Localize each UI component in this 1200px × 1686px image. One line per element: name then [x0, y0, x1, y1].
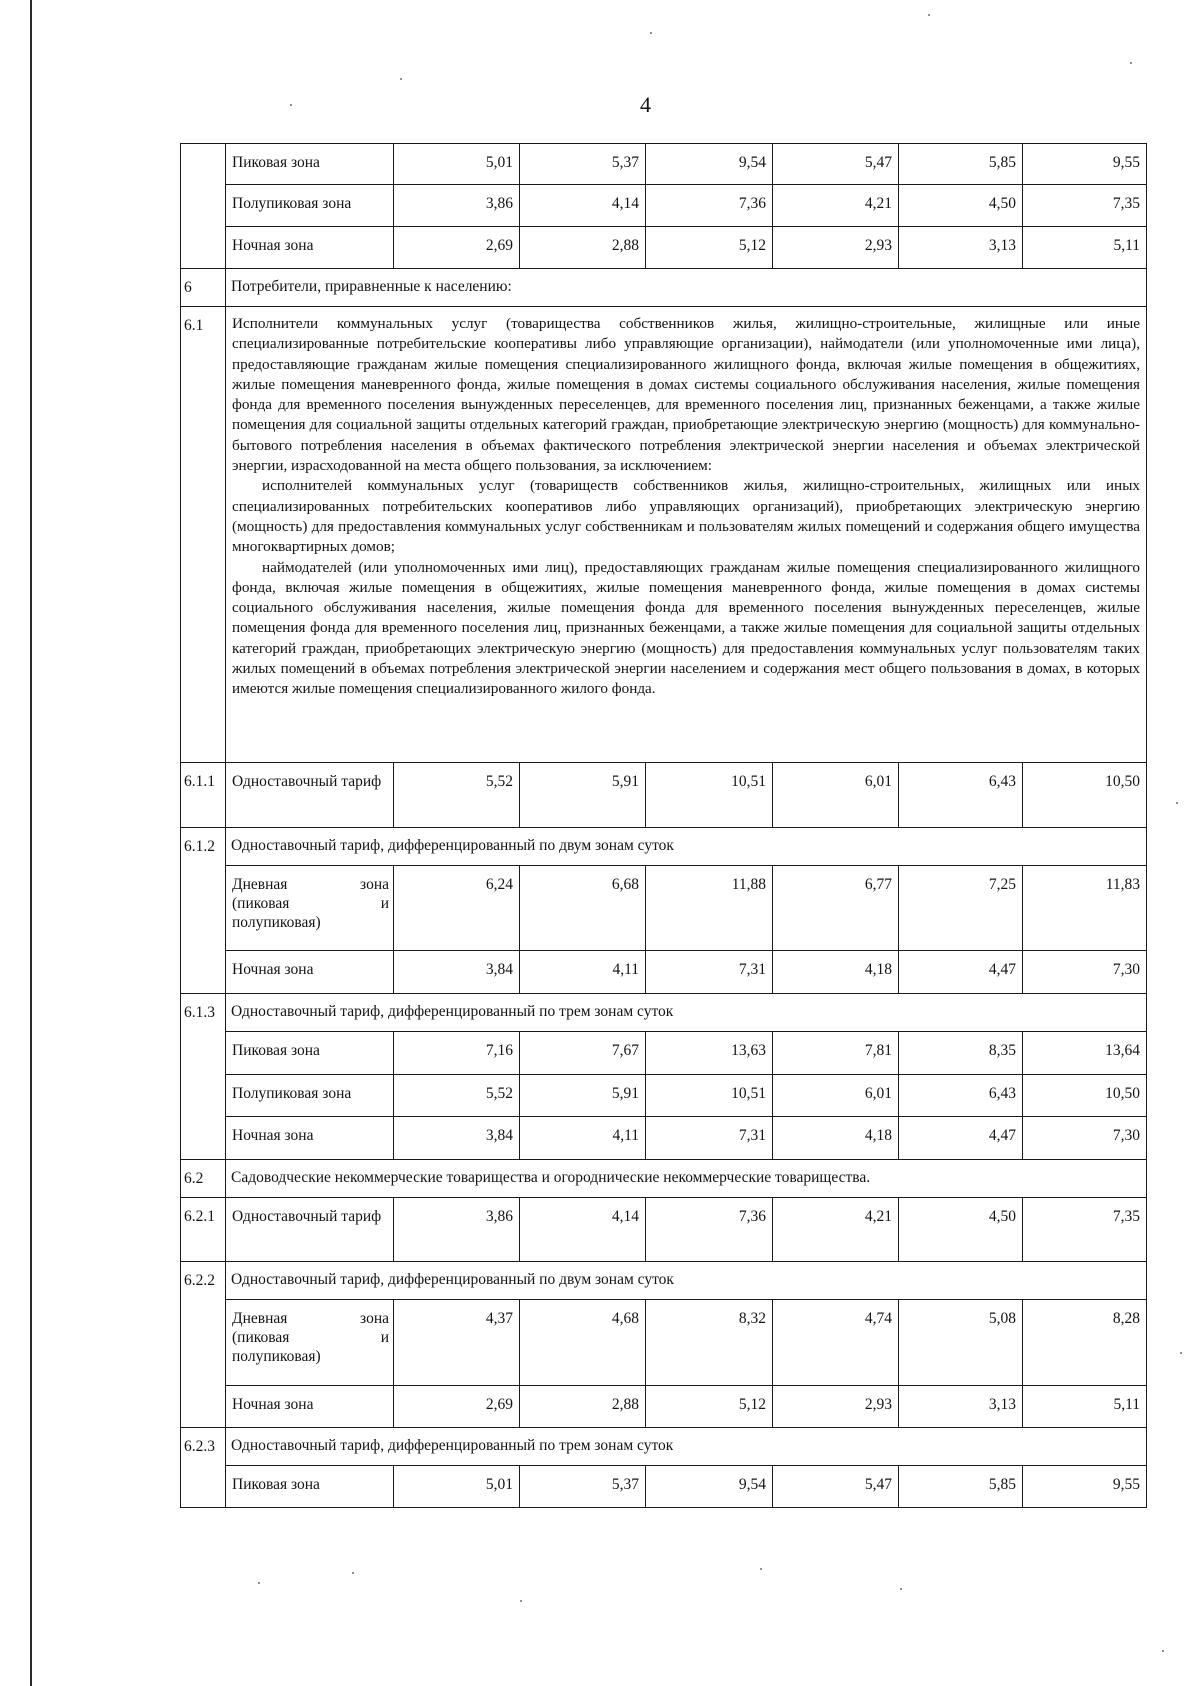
scan-speck — [1162, 1650, 1164, 1652]
zone-label-line: (пиковая и — [232, 895, 389, 912]
tariff-value: 8,28 — [1023, 1300, 1147, 1386]
tariff-label: Одноставочный тариф — [226, 1198, 394, 1262]
zone-label: Пиковая зона — [226, 144, 394, 185]
tariff-value: 10,51 — [646, 1075, 773, 1117]
section-row-6-1-2 — [181, 828, 1147, 866]
row-number: 6.1.1 — [181, 763, 226, 828]
tariff-value: 7,30 — [1023, 951, 1147, 994]
row-number: 6.2 — [181, 1160, 226, 1198]
row-number: 6.2.2 — [181, 1262, 226, 1428]
tariff-value: 7,36 — [646, 1198, 773, 1262]
section-row-6-2-2 — [181, 1262, 1147, 1300]
tariff-value: 7,67 — [520, 1032, 646, 1075]
table-row-6-1-3-night — [181, 1117, 1147, 1160]
tariff-value: 5,91 — [520, 763, 646, 828]
zone-label: Ночная зона — [226, 951, 394, 994]
row-number: 6.1.3 — [181, 994, 226, 1160]
tariff-value: 3,86 — [394, 185, 520, 227]
scan-speck — [352, 1572, 354, 1574]
binding-edge-line — [30, 0, 32, 1686]
tariff-value: 4,11 — [520, 1117, 646, 1160]
table-row-6-1-3-halfpeak — [181, 1075, 1147, 1117]
tariff-value: 3,13 — [899, 227, 1023, 269]
table-row-6-1-3-peak — [181, 1032, 1147, 1075]
zone-label: Пиковая зона — [226, 1032, 394, 1075]
section-title: Одноставочный тариф, дифференцированный по трем зонам суток — [226, 1428, 1147, 1466]
section-title: Одноставочный тариф, дифференцированный по трем зонам суток — [226, 994, 1147, 1032]
tariff-value: 7,35 — [1023, 185, 1147, 227]
tariff-value: 6,01 — [773, 763, 899, 828]
tariff-value: 6,77 — [773, 866, 899, 951]
scan-speck — [400, 78, 402, 80]
section-title: Одноставочный тариф, дифференцированный по двум зонам суток — [226, 1262, 1147, 1300]
tariff-value: 6,68 — [520, 866, 646, 951]
tariff-value: 4,21 — [773, 185, 899, 227]
tariff-value: 4,18 — [773, 951, 899, 994]
scan-speck — [760, 1568, 762, 1570]
section-row-6 — [181, 269, 1147, 307]
tariff-value: 2,69 — [394, 227, 520, 269]
description-paragraph: Исполнители коммунальных услуг (товарищества собственников жилья, жилищно-строительные, жилищные или иные специализированные потребительские кооперативы либо управляющие организации), наймодатели (или уполномоченные ими лица), предоставляющие гражданам жилые помещения специализированного жилищного фонда, включая жилые помещения в общежитиях, жилые помещения маневренного фонда, жилые помещения в домах системы социального обслуживания населения, жилые помещения фонда для временного поселения вынужденных переселенцев, для временного поселения лиц, признанных беженцами, а также жилые помещения для социальной защиты отдельных категорий граждан, приобретающие электрическую энергию (мощность) для коммунально-бытового потребления населения в объемах фактического потребления электрической энергии населения и объемах электрической энергии, израсходованной на места общего пользования, за исключением: — [232, 315, 1140, 475]
table-row-6-1-2-day — [181, 866, 1147, 951]
tariff-value: 7,31 — [646, 1117, 773, 1160]
tariff-value: 9,55 — [1023, 1466, 1147, 1508]
tariff-value: 9,55 — [1023, 144, 1147, 185]
tariff-value: 2,69 — [394, 1386, 520, 1428]
tariff-value: 5,47 — [773, 144, 899, 185]
section-row-6-2 — [181, 1160, 1147, 1198]
tariff-value: 3,13 — [899, 1386, 1023, 1428]
tariff-value: 4,14 — [520, 1198, 646, 1262]
tariff-value: 4,21 — [773, 1198, 899, 1262]
tariff-value: 2,93 — [773, 227, 899, 269]
zone-label — [226, 866, 394, 951]
scan-speck — [258, 1582, 260, 1584]
tariff-value: 6,01 — [773, 1075, 899, 1117]
table-row-6-2-2-day — [181, 1300, 1147, 1386]
section-title: Потребители, приравненные к населению: — [226, 269, 1147, 307]
section-title: Садоводческие некоммерческие товарищества и огороднические некоммерческие товарищества. — [226, 1160, 1147, 1198]
row-number: 6.1 — [181, 307, 226, 763]
tariff-value: 4,68 — [520, 1300, 646, 1386]
scan-speck — [928, 14, 930, 16]
row-number: 6.1.2 — [181, 828, 226, 994]
scan-speck — [900, 1588, 902, 1590]
tariff-value: 5,85 — [899, 1466, 1023, 1508]
table-row-6-1-2-night — [181, 951, 1147, 994]
tariff-value: 6,43 — [899, 1075, 1023, 1117]
row-number: 6.2.1 — [181, 1198, 226, 1262]
zone-label-line: Дневная зона — [232, 876, 389, 893]
tariff-value: 4,50 — [899, 185, 1023, 227]
tariff-value: 7,16 — [394, 1032, 520, 1075]
table-row-6-2-1 — [181, 1198, 1147, 1262]
tariff-value: 6,24 — [394, 866, 520, 951]
zone-label-line: полупиковая) — [232, 1348, 321, 1365]
tariff-value: 9,54 — [646, 144, 773, 185]
table-row-6-1-1 — [181, 763, 1147, 828]
tariff-value: 7,35 — [1023, 1198, 1147, 1262]
zone-label: Ночная зона — [226, 1386, 394, 1428]
tariff-value: 3,86 — [394, 1198, 520, 1262]
zone-label — [226, 1300, 394, 1386]
tariff-value: 13,63 — [646, 1032, 773, 1075]
tariff-value: 4,37 — [394, 1300, 520, 1386]
zone-label: Полупиковая зона — [226, 1075, 394, 1117]
tariff-value: 4,47 — [899, 951, 1023, 994]
tariff-value: 5,01 — [394, 1466, 520, 1508]
table-row-top-night — [181, 227, 1147, 269]
tariff-value: 5,52 — [394, 1075, 520, 1117]
tariff-value: 9,54 — [646, 1466, 773, 1508]
section-row-6-2-3 — [181, 1428, 1147, 1466]
tariff-value: 5,12 — [646, 1386, 773, 1428]
section-title: Одноставочный тариф, дифференцированный по двум зонам суток — [226, 828, 1147, 866]
scan-speck — [1180, 1352, 1182, 1354]
tariff-value: 2,88 — [520, 227, 646, 269]
tariff-value: 8,32 — [646, 1300, 773, 1386]
section-description — [226, 307, 1147, 763]
tariff-value: 4,74 — [773, 1300, 899, 1386]
tariff-value: 10,51 — [646, 763, 773, 828]
zone-label: Полупиковая зона — [226, 185, 394, 227]
tariff-value: 5,85 — [899, 144, 1023, 185]
tariff-value: 2,93 — [773, 1386, 899, 1428]
section-row-6-1 — [181, 307, 1147, 763]
tariff-label: Одноставочный тариф — [226, 763, 394, 828]
tariff-value: 10,50 — [1023, 763, 1147, 828]
tariff-value: 4,47 — [899, 1117, 1023, 1160]
tariff-value: 5,52 — [394, 763, 520, 828]
table-row-top-peak — [181, 144, 1147, 185]
scan-speck — [290, 104, 292, 106]
zone-label-line: Дневная зона — [232, 1310, 389, 1327]
scan-speck — [650, 32, 652, 34]
tariff-value: 5,91 — [520, 1075, 646, 1117]
row-number: 6.2.3 — [181, 1428, 226, 1508]
section-row-6-1-3 — [181, 994, 1147, 1032]
tariff-value: 13,64 — [1023, 1032, 1147, 1075]
scan-speck — [1176, 802, 1178, 804]
tariff-value: 7,30 — [1023, 1117, 1147, 1160]
tariff-value: 5,11 — [1023, 1386, 1147, 1428]
scan-speck — [1130, 62, 1132, 64]
page-number: 4 — [640, 92, 651, 117]
tariff-value: 4,14 — [520, 185, 646, 227]
zone-label: Ночная зона — [226, 1117, 394, 1160]
tariff-value: 6,43 — [899, 763, 1023, 828]
tariff-value: 3,84 — [394, 951, 520, 994]
row-number-cell-empty — [181, 144, 226, 269]
zone-label: Пиковая зона — [226, 1466, 394, 1508]
tariff-value: 7,81 — [773, 1032, 899, 1075]
zone-label-line: полупиковая) — [232, 914, 321, 931]
description-paragraph: исполнителей коммунальных услуг (товариществ собственников жилья, жилищно-строительных, жилищных или иных специализированных потребительских кооперативов либо управляющих организаций), приобретающих электрическую энергию (мощность) для предоставления коммунальных услуг собственникам и пользователям жилых помещений и содержания общего имущества многоквартирных домов; — [232, 477, 1140, 556]
tariff-value: 11,83 — [1023, 866, 1147, 951]
tariff-value: 4,18 — [773, 1117, 899, 1160]
scan-speck — [520, 1600, 522, 1602]
tariff-value: 7,25 — [899, 866, 1023, 951]
tariff-value: 5,01 — [394, 144, 520, 185]
tariff-value: 10,50 — [1023, 1075, 1147, 1117]
table-row-6-2-3-peak — [181, 1466, 1147, 1508]
tariff-value: 4,50 — [899, 1198, 1023, 1262]
tariff-value: 3,84 — [394, 1117, 520, 1160]
tariff-value: 8,35 — [899, 1032, 1023, 1075]
tariff-value: 5,11 — [1023, 227, 1147, 269]
tariff-value: 5,37 — [520, 1466, 646, 1508]
table-row-6-2-2-night — [181, 1386, 1147, 1428]
tariff-value: 2,88 — [520, 1386, 646, 1428]
tariff-value: 5,12 — [646, 227, 773, 269]
tariff-value: 7,31 — [646, 951, 773, 994]
tariff-value: 11,88 — [646, 866, 773, 951]
row-number: 6 — [181, 269, 226, 307]
tariff-value: 4,11 — [520, 951, 646, 994]
tariff-value: 7,36 — [646, 185, 773, 227]
table-row-top-halfpeak — [181, 185, 1147, 227]
zone-label: Ночная зона — [226, 227, 394, 269]
tariff-value: 5,08 — [899, 1300, 1023, 1386]
tariff-table — [180, 143, 1147, 1508]
description-paragraph: наймодателей (или уполномоченных ими лиц), предоставляющих гражданам жилые помещения специализированного жилищного фонда, включая жилые помещения в общежитиях, жилые помещения маневренного фонда, жилые помещения в домах системы социального обслуживания населения, жилые помещения фонда для временного поселения вынужденных переселенцев, жилые помещения фонда для временного поселения лиц, признанных беженцами, а также жилые помещения для социальной защиты отдельных категорий граждан, приобретающих электрическую энергию (мощность) для предоставления коммунальных услуг пользователям таких жилых помещений в объемах потребления электрической энергии населением и содержания мест общего пользования в домах, в которых имеются жилые помещения специализированного жилого фонда. — [232, 558, 1140, 698]
zone-label-line: (пиковая и — [232, 1329, 389, 1346]
tariff-value: 5,47 — [773, 1466, 899, 1508]
tariff-value: 5,37 — [520, 144, 646, 185]
